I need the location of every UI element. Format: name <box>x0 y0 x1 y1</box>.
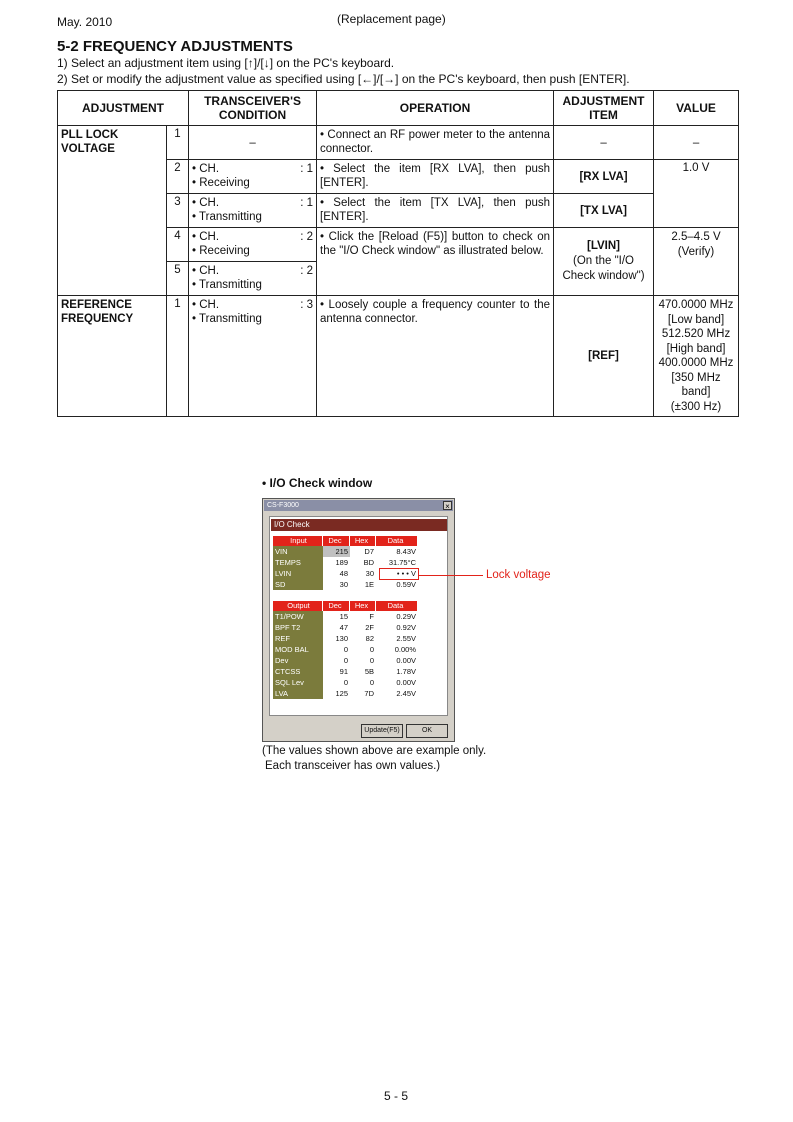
replacement-note: (Replacement page) <box>337 12 446 26</box>
operation-cell: • Select the item [TX LVA], then push [ENTER]. <box>317 194 554 228</box>
io-dec: 130 <box>335 634 348 643</box>
io-name: CTCSS <box>273 666 323 677</box>
io-data: 2.55V <box>396 634 416 643</box>
instruction-step-1: 1) Select an adjustment item using [↑]/[↓] on the PC's keyboard. <box>57 56 395 70</box>
condition-cell <box>189 262 317 296</box>
io-row-ref <box>273 633 418 644</box>
io-check-panel <box>269 516 448 716</box>
io-hex: 5B <box>364 667 374 676</box>
io-hex: F <box>369 612 374 621</box>
lock-voltage-label: Lock voltage <box>486 569 551 581</box>
section-title: 5-2 FREQUENCY ADJUSTMENTS <box>57 38 293 55</box>
channel-value: : 1 <box>300 163 314 175</box>
ref-value-line: [High band] <box>666 342 726 355</box>
adjustment-table <box>57 90 739 417</box>
io-row-ctcss <box>273 666 418 677</box>
io-name: BPF T2 <box>273 622 323 633</box>
operation-cell: • Select the item [RX LVA], then push [ENTER]. <box>317 160 554 194</box>
step-number: 3 <box>167 194 189 228</box>
channel-value: : 3 <box>300 299 314 311</box>
output-head-dec: Dec <box>323 601 350 611</box>
channel-value: : 1 <box>300 197 314 209</box>
item-lvin-note: (On the "I/O Check window") <box>562 255 645 282</box>
io-dec: 91 <box>339 667 348 676</box>
instruction-step-2: 2) Set or modify the adjustment value as specified using [←]/[→] on the PC's keyboard, then push [ENTER]. <box>57 72 630 86</box>
input-head-name: Input <box>273 536 323 546</box>
input-group <box>273 536 418 590</box>
io-hex: BD <box>363 558 374 567</box>
io-hex: 30 <box>365 569 374 578</box>
ref-value-line: 470.0000 MHz <box>658 299 734 311</box>
io-dec: 15 <box>339 612 348 621</box>
io-check-window <box>262 498 455 742</box>
header-operation: OPERATION <box>317 91 554 126</box>
header-adjustment: ADJUSTMENT <box>58 91 189 126</box>
step-number: 5 <box>167 262 189 296</box>
io-data: 1.78V <box>396 667 416 676</box>
io-row-t1pow <box>273 611 418 622</box>
io-row-vin <box>273 546 418 557</box>
item-cell: [RX LVA] <box>554 160 654 194</box>
channel-value: : 2 <box>300 265 314 277</box>
io-name: Dev <box>273 655 323 666</box>
io-data: 0.00V <box>396 656 416 665</box>
tx-state: • Transmitting <box>192 211 262 223</box>
panel-title: I/O Check <box>271 519 447 531</box>
update-button[interactable]: Update(F5) <box>361 724 403 738</box>
header-value: VALUE <box>654 91 739 126</box>
output-head-data: Data <box>376 601 418 611</box>
table-row <box>58 296 739 417</box>
output-head-hex: Hex <box>350 601 376 611</box>
ref-value-line: 512.520 MHz <box>661 328 731 340</box>
io-name: MOD BAL <box>273 644 323 655</box>
channel-value: : 2 <box>300 231 314 243</box>
channel-label: • CH. <box>192 265 220 277</box>
operation-cell: • Connect an RF power meter to the antenna connector. <box>317 126 554 160</box>
input-head-dec: Dec <box>323 536 350 546</box>
operation-cell: • Loosely couple a frequency counter to the antenna connector. <box>317 296 554 417</box>
condition-cell <box>189 194 317 228</box>
window-title: CS-F3000 <box>267 502 299 509</box>
condition-cell <box>189 160 317 194</box>
io-dec: 189 <box>335 558 348 567</box>
output-header-row <box>273 601 418 611</box>
io-dec: 215 <box>323 546 350 557</box>
io-dec: 47 <box>339 623 348 632</box>
channel-label: • CH. <box>192 231 220 243</box>
tx-state: • Receiving <box>192 177 250 189</box>
step-number: 2 <box>167 160 189 194</box>
io-hex: 1E <box>364 580 374 589</box>
io-hex: 0 <box>369 678 374 687</box>
channel-label: • CH. <box>192 197 220 209</box>
io-data: 2.45V <box>396 689 416 698</box>
io-hex: 2F <box>365 623 374 632</box>
step-number: 1 <box>167 126 189 160</box>
io-hex: 7D <box>364 689 374 698</box>
operation-cell: • Click the [Reload (F5)] button to check on the "I/O Check window" as illustrated below. <box>317 228 554 296</box>
value-cell: 1.0 V <box>654 160 739 228</box>
example-note-line-1: (The values shown above are example only. <box>262 745 487 757</box>
item-lvin: [LVIN] <box>587 240 621 252</box>
io-row-sd <box>273 579 418 590</box>
output-group <box>273 601 418 699</box>
io-name: LVA <box>273 688 323 699</box>
io-data: 0.92V <box>396 623 416 632</box>
header-condition: TRANSCEIVER'S CONDITION <box>189 91 317 126</box>
io-row-sqllev <box>273 677 418 688</box>
table-header-row <box>58 91 739 126</box>
close-icon[interactable]: × <box>443 501 452 510</box>
page-date: May. 2010 <box>57 15 113 29</box>
io-dec: 0 <box>343 645 348 654</box>
io-dec: 48 <box>339 569 348 578</box>
io-data: 31.75°C <box>388 558 416 567</box>
input-head-data: Data <box>376 536 418 546</box>
condition-cell: – <box>189 126 317 160</box>
io-hex: D7 <box>364 547 374 556</box>
io-name: VIN <box>273 546 323 557</box>
io-dec: 0 <box>343 678 348 687</box>
adjustment-pll-lock-voltage: PLL LOCK VOLTAGE <box>58 126 167 296</box>
io-data: 8.43V <box>396 547 416 556</box>
ref-value-line: (±300 Hz) <box>670 400 722 413</box>
value-verify: (Verify) <box>677 246 715 258</box>
io-hex: 0 <box>369 645 374 654</box>
io-row-bpft2 <box>273 622 418 633</box>
io-hex: 0 <box>369 656 374 665</box>
channel-label: • CH. <box>192 299 220 311</box>
item-cell <box>554 228 654 296</box>
input-head-hex: Hex <box>350 536 376 546</box>
io-data: • • • V <box>396 569 416 578</box>
ref-value-line: [350 MHz band] <box>671 371 721 398</box>
io-dec: 30 <box>339 580 348 589</box>
io-dec: 0 <box>343 656 348 665</box>
ref-value-line: 400.0000 MHz <box>658 357 734 369</box>
tx-state: • Transmitting <box>192 313 262 325</box>
io-name: TEMPS <box>273 557 323 568</box>
item-cell: – <box>554 126 654 160</box>
ok-button[interactable]: OK <box>406 724 448 738</box>
io-row-dev <box>273 655 418 666</box>
output-head-name: Output <box>273 601 323 611</box>
io-data: 0.29V <box>396 612 416 621</box>
value-cell <box>654 296 739 417</box>
adjustment-reference-frequency: REFERENCE FREQUENCY <box>58 296 167 417</box>
io-data: 0.59V <box>396 580 416 589</box>
condition-cell <box>189 296 317 417</box>
io-name: T1/POW <box>273 611 323 622</box>
io-name: REF <box>273 633 323 644</box>
lock-voltage-leader-line <box>419 575 483 576</box>
header-item: ADJUSTMENT ITEM <box>554 91 654 126</box>
io-data: 0.00% <box>394 645 416 654</box>
io-data: 0.00V <box>396 678 416 687</box>
io-hex: 82 <box>365 634 374 643</box>
page-number: 5 - 5 <box>384 1089 409 1103</box>
value-cell: – <box>654 126 739 160</box>
io-dec: 125 <box>335 689 348 698</box>
condition-cell <box>189 228 317 262</box>
table-row <box>58 126 739 160</box>
tx-state: • Receiving <box>192 245 250 257</box>
io-name: SQL Lev <box>273 677 323 688</box>
tx-state: • Transmitting <box>192 279 262 291</box>
item-cell: [REF] <box>554 296 654 417</box>
example-note-line-2: Each transceiver has own values.) <box>265 760 441 772</box>
io-row-temps <box>273 557 418 568</box>
ref-value-line: [Low band] <box>667 313 725 326</box>
step-number: 4 <box>167 228 189 262</box>
io-name: SD <box>273 579 323 590</box>
lock-voltage-highlight <box>379 568 419 580</box>
window-titlebar[interactable] <box>264 500 453 511</box>
step-number: 1 <box>167 296 189 417</box>
io-row-modbal <box>273 644 418 655</box>
io-row-lva <box>273 688 418 699</box>
input-header-row <box>273 536 418 546</box>
value-cell <box>654 228 739 296</box>
value-range: 2.5–4.5 V <box>671 231 721 243</box>
io-name: LVIN <box>273 568 323 579</box>
channel-label: • CH. <box>192 163 220 175</box>
item-cell: [TX LVA] <box>554 194 654 228</box>
io-window-caption: • I/O Check window <box>262 476 373 490</box>
